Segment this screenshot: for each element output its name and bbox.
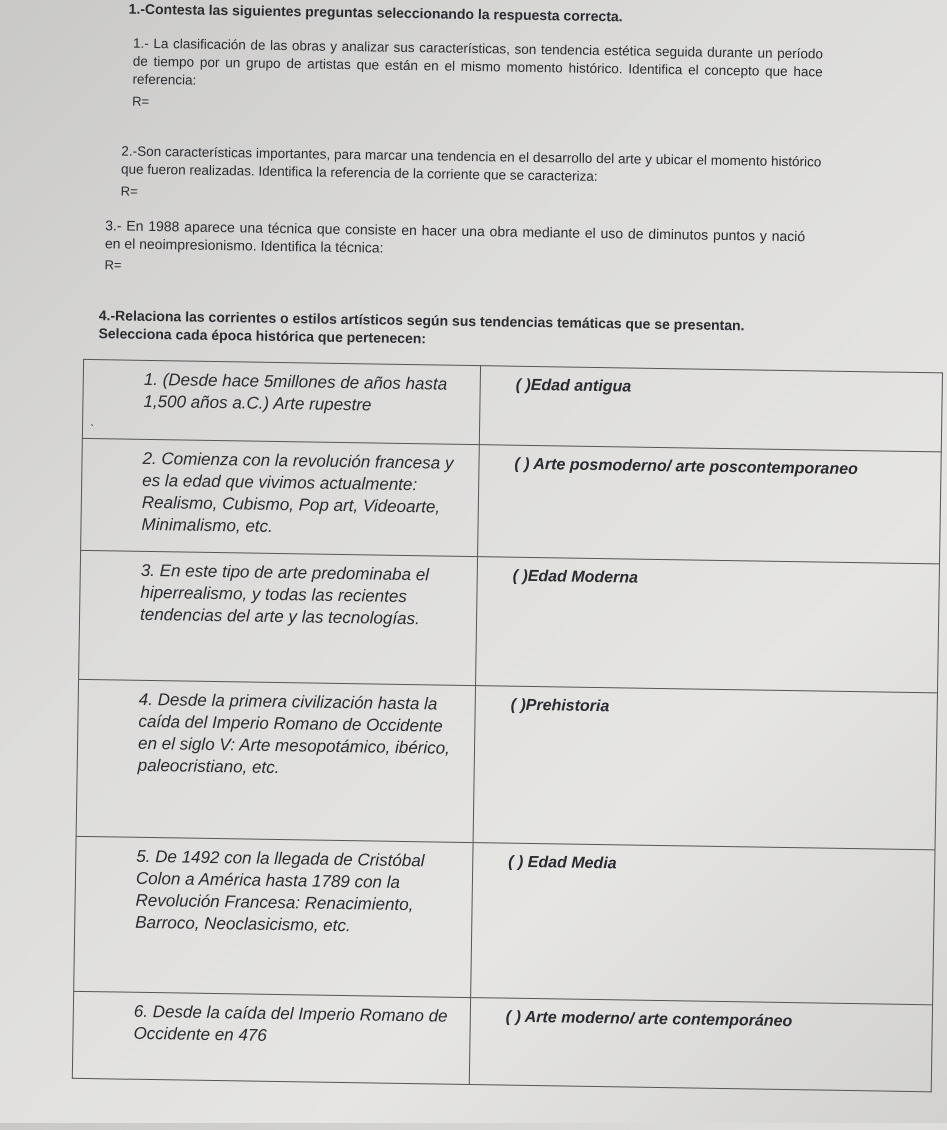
question-1-answer: R= bbox=[132, 93, 150, 109]
era-description: 3. En este tipo de arte predominaba el hiperrealismo, y todas las recientes tendencias del arte y las tecnologías. bbox=[79, 550, 478, 685]
question-3-answer: R= bbox=[104, 257, 122, 273]
era-option[interactable]: ( ) Arte moderno/ arte contemporáneo bbox=[469, 998, 932, 1092]
era-description: 4. Desde la primera civilización hasta la caída del Imperio Romano de Occidente en el siglo V: Arte mesopotámico, ibérico, paleocristiano, etc. bbox=[76, 679, 475, 842]
matching-table bbox=[72, 359, 943, 1092]
table-row bbox=[79, 550, 940, 692]
question-4-instructions: 4.-Relaciona las corrientes o estilos artísticos según sus tendencias temáticas que se presentan. Selecciona cada época histórica que pertenecen: bbox=[98, 307, 745, 347]
question-1-text: 1.- La clasificación de las obras y analizar sus características, son tendencia estética seguida durante un período de tiempo por un grupo de artistas que están en el mismo momento histórico. Identifica el concepto que hace referencia: bbox=[132, 35, 824, 88]
era-description: 5. De 1492 con la llegada de Cristóbal Colon a América hasta 1789 con la Revolución Francesa: Renacimiento, Barroco, Neoclasicismo, etc. bbox=[74, 836, 473, 997]
table-row bbox=[81, 438, 942, 563]
question-3-text: 3.- En 1988 aparece una técnica que consiste en hacer una obra mediante el uso de diminutos puntos y nació en el neoimpresionismo. Identifica la técnica: bbox=[104, 217, 806, 256]
era-description: 1. (Desde hace 5millones de años hasta 1,500 años a.C.) Arte rupestre bbox=[82, 359, 480, 444]
era-description: 6. Desde la caída del Imperio Romano de Occidente en 476 bbox=[72, 991, 470, 1084]
question-2-text: 2.-Son características importantes, para marcar una tendencia en el desarrollo del arte y ubicar el momento histórico que fueron realizadas. Identifica la referencia de la corriente que se caracteriza: bbox=[120, 143, 822, 184]
table-row bbox=[74, 836, 935, 1004]
table-row bbox=[72, 991, 932, 1091]
era-option[interactable]: ( )Prehistoria bbox=[473, 686, 937, 850]
era-description: 2. Comienza con la revolución francesa y es la edad que vivimos actualmente: Realismo, Cubismo, Pop art, Videoarte, Minimalismo, etc. bbox=[81, 438, 480, 556]
era-option[interactable]: ( ) Arte posmoderno/ arte poscontemporaneo bbox=[477, 445, 941, 564]
question-2 bbox=[121, 142, 822, 211]
question-2-answer: R= bbox=[120, 183, 138, 199]
worksheet-title: 1.-Contesta las siguientes preguntas seleccionando la respuesta correcta. bbox=[128, 0, 623, 25]
table-row bbox=[82, 359, 942, 451]
era-option[interactable]: ( ) Edad Media bbox=[471, 843, 935, 1005]
question-1 bbox=[132, 35, 823, 122]
era-option[interactable]: ( )Edad antigua bbox=[479, 366, 942, 452]
pen-mark: ˋ bbox=[89, 422, 95, 437]
era-option[interactable]: ( )Edad Moderna bbox=[475, 557, 939, 693]
question-3 bbox=[104, 216, 805, 285]
table-row bbox=[76, 679, 937, 849]
